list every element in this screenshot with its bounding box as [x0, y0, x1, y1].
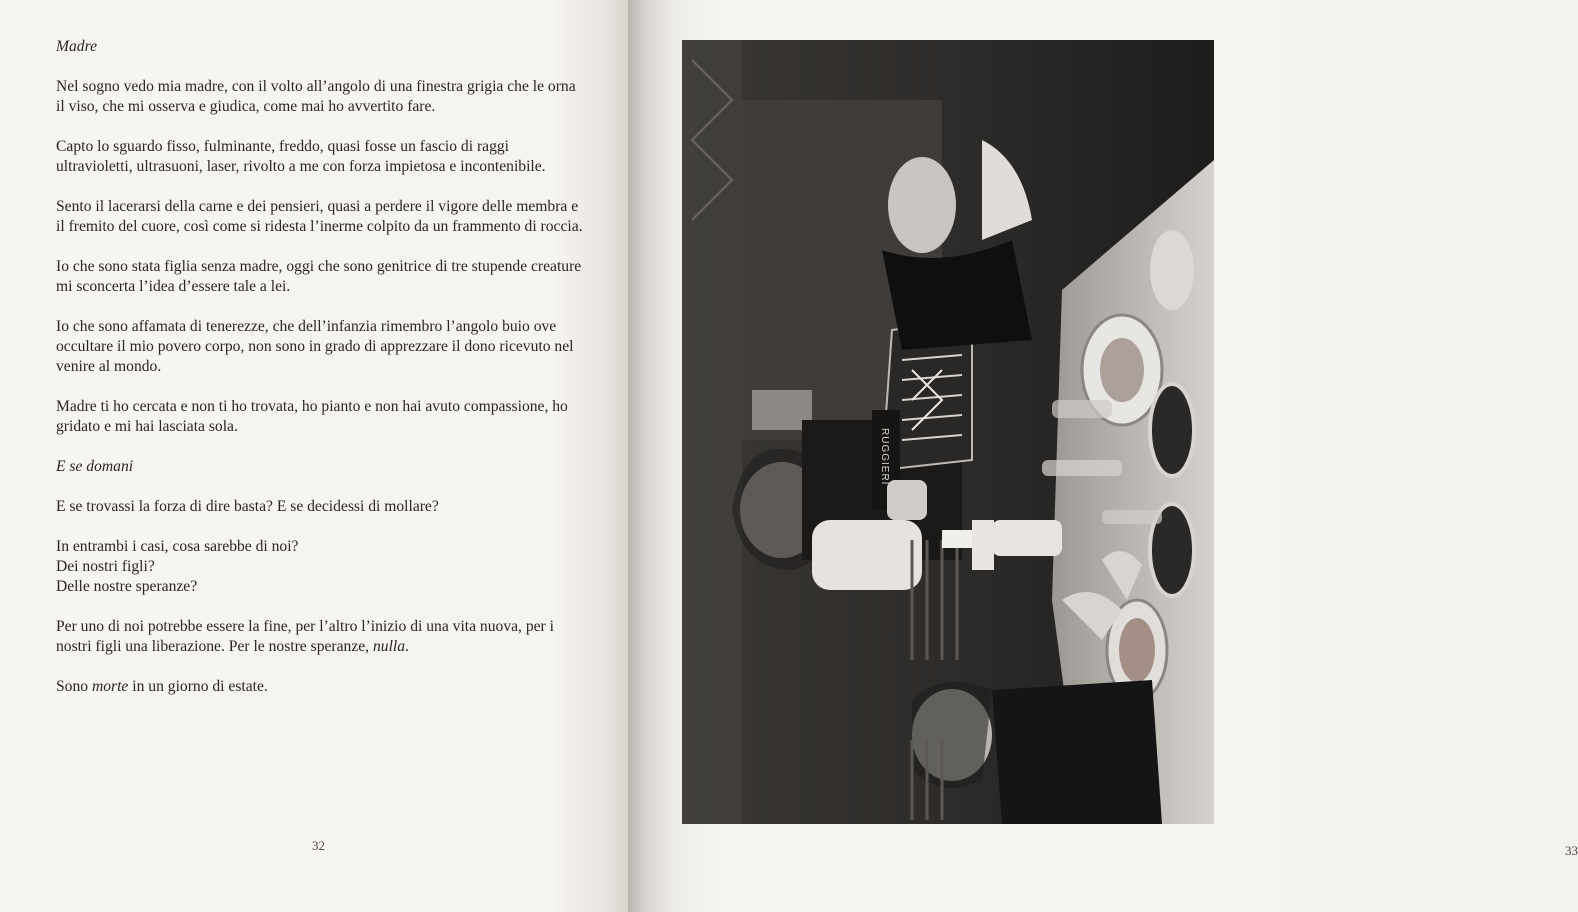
text-run: Sono: [56, 678, 92, 695]
stanza-line: In entrambi i casi, cosa sarebbe di noi?: [56, 538, 299, 555]
page-number-right: 33: [1565, 843, 1578, 858]
stanza: [56, 537, 584, 597]
italic-text: nulla: [372, 638, 406, 655]
photo-illustration: [682, 40, 1214, 824]
paragraph: Nel sogno vedo mia madre, con il volto all’angolo di una finestra grigia che le orna il viso, che mi osserva e giudica, come mai ho avvertito fare.: [56, 78, 576, 115]
paragraph: Io che sono affamata di tenerezze, che dell’infanzia rimembro l’angolo buio ove occultare il mio povero corpo, non sono in grado di apprezzare il dono ricevuto nel venire al mondo.: [56, 318, 574, 375]
stanza-line: Delle nostre speranze?: [56, 578, 198, 595]
text-run: Per uno di noi potrebbe essere la fine, per l’altro l’inizio di una vita nuova, per i nostri figli una liberazione. Per le nostre speranze,: [56, 618, 554, 655]
left-page-text: [56, 37, 584, 717]
section-title-e-se-domani: E se domani: [56, 458, 134, 475]
paragraph: Madre ti ho cercata e non ti ho trovata, ho pianto e non hai avuto compassione, ho gridato e mi hai lasciata sola.: [56, 398, 568, 435]
paragraph: Io che sono stata figlia senza madre, oggi che sono genitrice di tre stupende creature mi sconcerta l’idea d’essere tale a lei.: [56, 258, 582, 295]
paragraph: [56, 677, 584, 697]
italic-text: morte: [91, 678, 129, 695]
stanza-line: Dei nostri figli?: [56, 558, 155, 575]
paragraph: Capto lo sguardo fisso, fulminante, freddo, quasi fosse un fascio di raggi ultravioletti, ultrasuoni, laser, rivolto a me con forza impietosa e incontenibile.: [56, 138, 546, 175]
accordion-brand: RUGGIERI: [879, 428, 890, 486]
text-run: .: [405, 638, 409, 655]
paragraph: [56, 617, 584, 657]
left-page: [0, 0, 628, 912]
section-title-madre: Madre: [56, 38, 97, 55]
photograph: [682, 40, 1214, 824]
page-number-left: 32: [312, 838, 325, 853]
paragraph: E se trovassi la forza di dire basta? E se decidessi di mollare?: [56, 498, 439, 515]
text-run: in un giorno di estate.: [128, 678, 268, 695]
paragraph: Sento il lacerarsi della carne e dei pensieri, quasi a perdere il vigore delle membra e il fremito del cuore, così come si ridesta l’inerme colpito da un frammento di roccia.: [56, 198, 583, 235]
